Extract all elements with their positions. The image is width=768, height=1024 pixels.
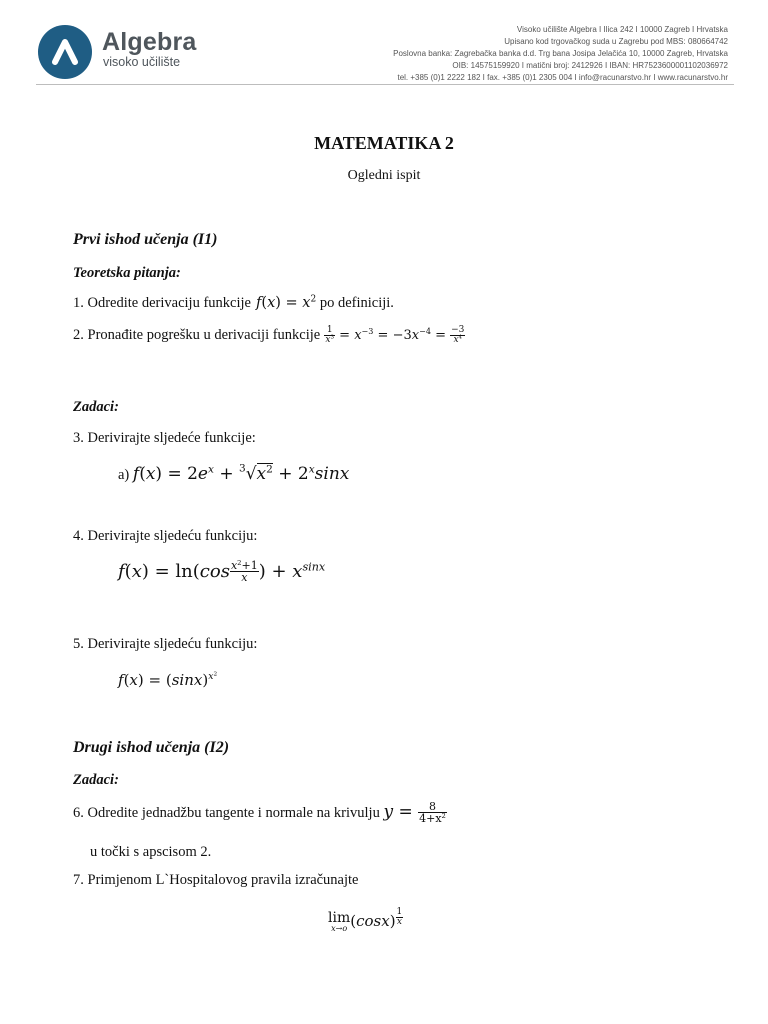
info-line: tel. +385 (0)1 2222 182 I fax. +385 (0)1 2305 004 I info@racunarstvo.hr I www.racunarstvo.hr: [397, 73, 728, 82]
question-4: 4. Derivirajte sljedeću funkciju:: [73, 528, 258, 544]
info-line: Visoko učilište Algebra I Ilica 242 I 10000 Zagreb I Hrvatska: [516, 25, 728, 34]
theory-label: Teoretska pitanja:: [73, 265, 181, 281]
question-4-formula: f(x) = ln(cos $\frac{x^2+1}{x}$ ) + $x^{sinx}$: [118, 558, 326, 584]
question-7: 7. Primjenom L`Hospitalovog pravila izračunajte: [73, 872, 359, 888]
document-title: MATEMATIKA 2: [314, 133, 454, 153]
question-5: 5. Derivirajte sljedeću funkciju:: [73, 636, 258, 652]
info-line: Upisano kod trgovačkog suda u Zagrebu pod MBS: 080664742: [504, 37, 728, 46]
section-heading-2: Drugi ishod učenja (I2): [73, 739, 230, 756]
question-3a-label: a): [118, 467, 130, 483]
question-2: [73, 326, 465, 345]
logo-subtitle: visoko učilište: [103, 55, 181, 69]
question-6: [73, 801, 447, 824]
question-1-text: 1. Odredite derivaciju funkcije: [73, 295, 251, 311]
formula: $\frac{1}{x^3}$ = $x^{-3} = -3x^{-4}$ = $\frac{-3}{x^4}$: [325, 325, 465, 345]
formula: $f(x) = 2e^x + ^3√x^2 + 2^x\sin x$: [132, 462, 350, 484]
info-line: OIB: 14575159920 I matični broj: 2412926 I IBAN: HR7523600001102036972: [452, 61, 728, 70]
question-3: 3. Derivirajte sljedeće funkcije:: [73, 430, 256, 446]
question-2-text: 2. Pronađite pogrešku u derivaciji funkcije: [73, 327, 321, 343]
letterhead: [0, 0, 768, 88]
question-7-formula: lim x→o (cosx) $^{\frac{1}{x}}$: [328, 907, 403, 934]
section-heading-1: Prvi ishod učenja (I1): [73, 231, 218, 248]
question-6-text: 6. Odredite jednadžbu tangente i normale na krivulju: [73, 805, 380, 821]
question-5-formula: $f(x) = (\sin x)^{x^2}$: [118, 671, 218, 689]
logo-name: Algebra: [102, 28, 197, 56]
header-divider: [36, 84, 734, 85]
tasks-label-2: Zadaci:: [73, 772, 119, 788]
question-6-tail: u točki s apscisom 2.: [90, 844, 212, 860]
formula: y = $\frac{8}{4+x^2}$: [383, 800, 446, 825]
info-line: Poslovna banka: Zagrebačka banka d.d. Trg bana Josipa Jelačića 10, 10000 Zagreb, Hrvatska: [393, 49, 728, 58]
algebra-logo-icon: [38, 25, 92, 79]
tasks-label: Zadaci:: [73, 399, 119, 415]
question-1: 1. Odredite derivaciju funkcije $f(x) = x^2$ po definiciji.: [73, 294, 394, 311]
question-1-tail: po definiciji.: [319, 295, 394, 311]
formula: f: [254, 295, 262, 311]
institution-info: [288, 24, 728, 84]
question-3a: [118, 464, 349, 484]
document-subtitle: Ogledni ispit: [347, 168, 421, 183]
